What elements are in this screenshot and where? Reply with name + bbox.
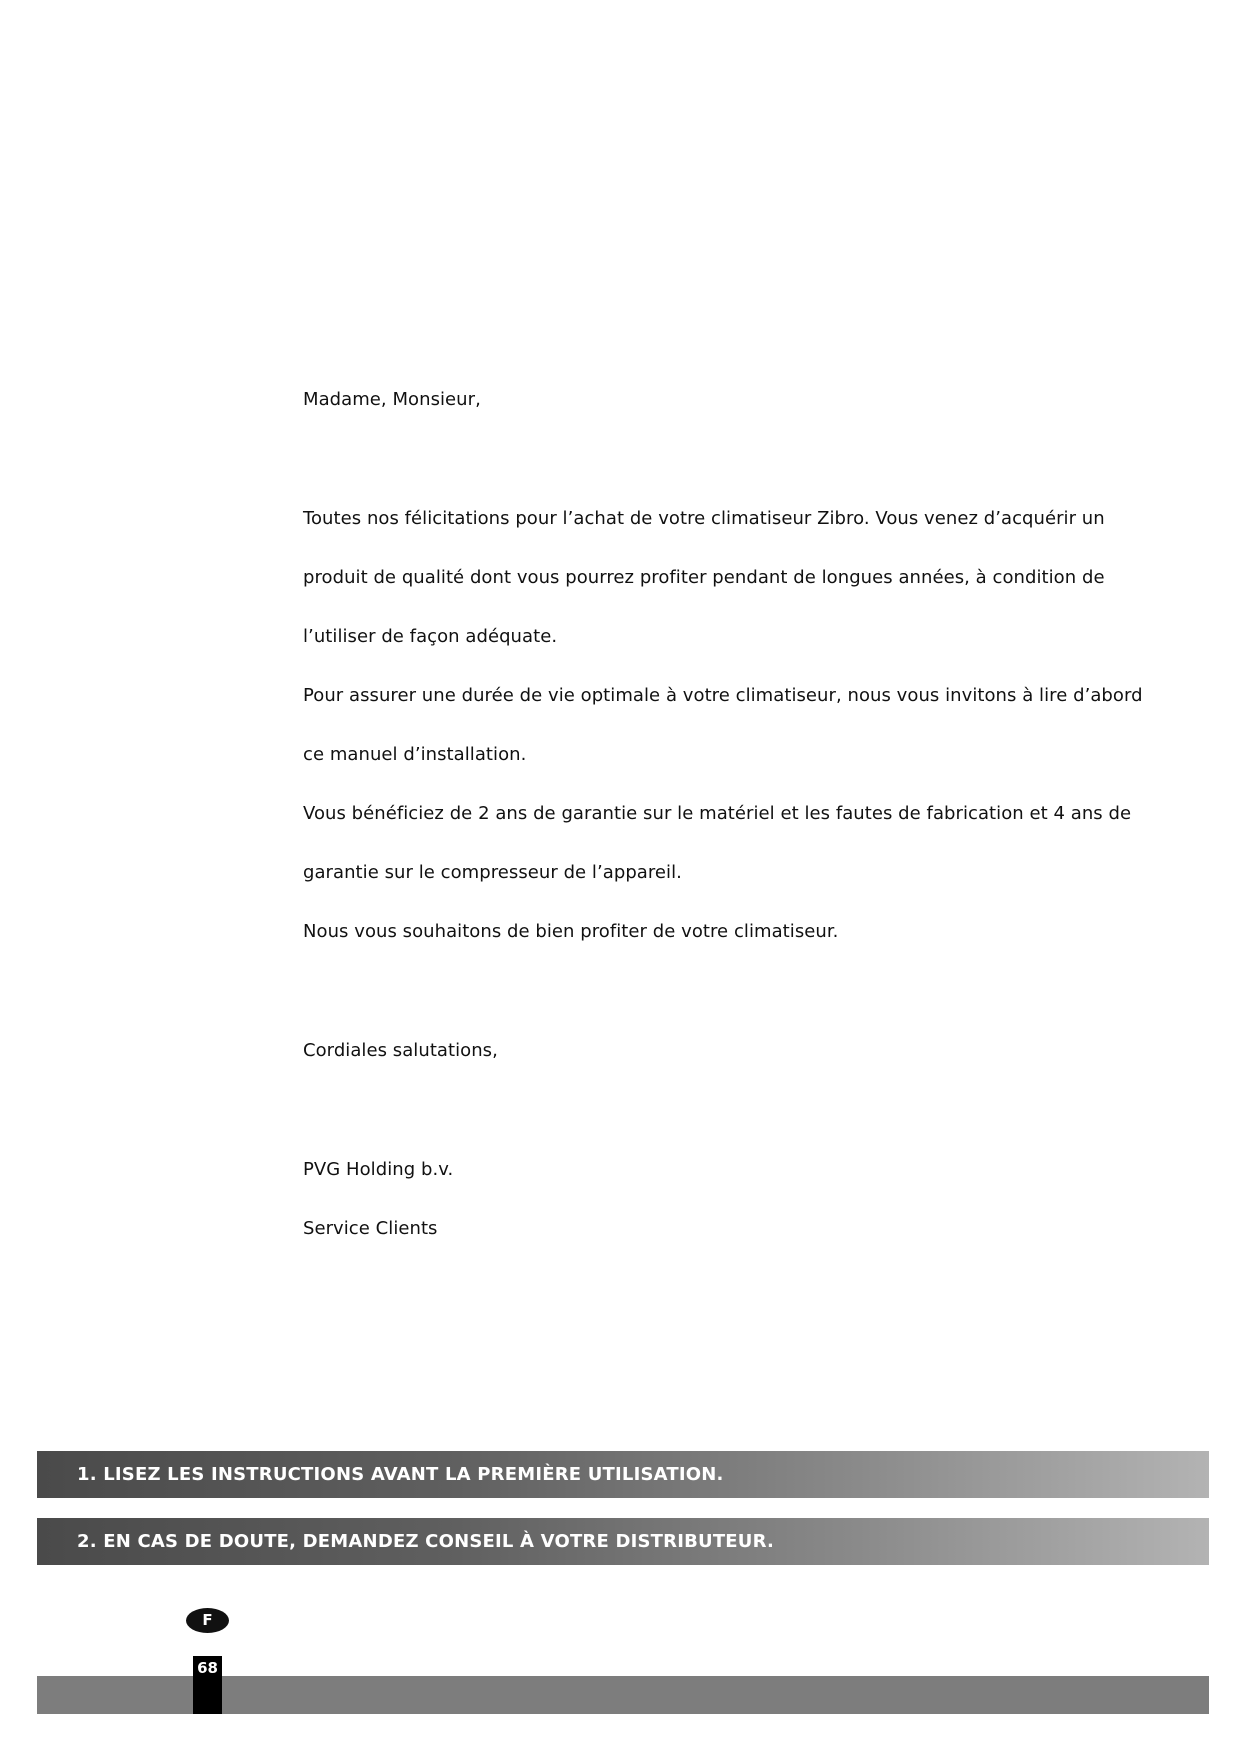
letter-body-line: garantie sur le compresseur de l’appareil. xyxy=(303,862,682,883)
instruction-banner-1 xyxy=(37,1451,1209,1498)
letter-body-line: Nous vous souhaitons de bien profiter de votre climatiseur. xyxy=(303,921,839,942)
sender-department: Service Clients xyxy=(303,1218,438,1239)
letter-salutation: Madame, Monsieur, xyxy=(303,389,481,410)
letter-body-line: l’utiliser de façon adéquate. xyxy=(303,626,558,647)
instruction-text: 2. EN CAS DE DOUTE, DEMANDEZ CONSEIL À VOTRE DISTRIBUTEUR. xyxy=(77,1531,775,1552)
sender-company: PVG Holding b.v. xyxy=(303,1159,454,1180)
letter-body-line: Pour assurer une durée de vie optimale à votre climatiseur, nous vous invitons à lire d’abord xyxy=(303,685,1143,706)
page-number: 68 xyxy=(197,1659,218,1677)
letter-closing: Cordiales salutations, xyxy=(303,1040,498,1061)
letter-body-line: Toutes nos félicitations pour l’achat de votre climatiseur Zibro. Vous venez d’acquérir un xyxy=(303,508,1105,529)
instruction-banner-2 xyxy=(37,1518,1209,1565)
letter-body-line: Vous bénéficiez de 2 ans de garantie sur le matériel et les fautes de fabrication et 4 ans de xyxy=(303,803,1132,824)
letter-body-line: produit de qualité dont vous pourrez profiter pendant de longues années, à condition de xyxy=(303,567,1105,588)
page-number-tab xyxy=(193,1656,222,1714)
letter-body-line: ce manuel d’installation. xyxy=(303,744,527,765)
instruction-text: 1. LISEZ LES INSTRUCTIONS AVANT LA PREMIÈRE UTILISATION. xyxy=(77,1464,724,1485)
language-badge: F xyxy=(186,1608,229,1633)
